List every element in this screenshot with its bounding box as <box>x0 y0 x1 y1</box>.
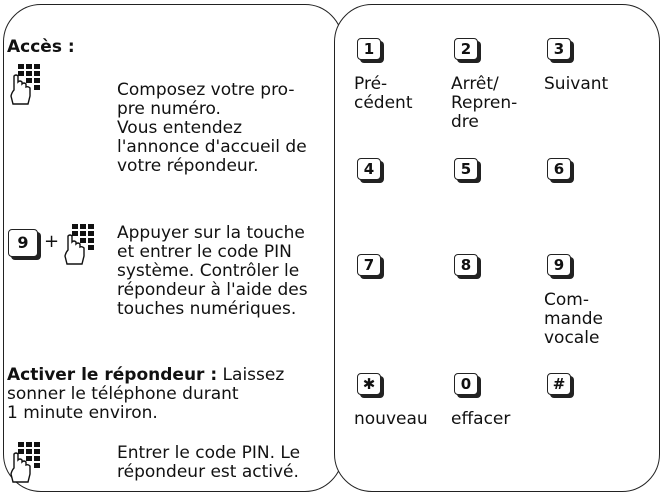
hand-keypad-icon <box>8 440 44 484</box>
keypad-key-12: # <box>547 373 571 395</box>
step-enter-pin-activate: Entrer le code PIN. Le répondeur est activé. <box>117 443 301 482</box>
activate-heading: Activer le répondeur : <box>7 365 218 385</box>
activate-text: Laissez sonner le téléphone durant 1 minute environ. <box>7 365 285 423</box>
keypad-key-label: effacer <box>451 409 511 429</box>
hand-keypad-icon <box>62 222 98 266</box>
keypad-key-5: 5 <box>454 158 478 180</box>
access-heading: Accès : <box>7 37 75 57</box>
keypad-key-label: Suivant <box>544 74 609 94</box>
keypad-key-6: 6 <box>547 158 571 180</box>
plus-sign: + <box>44 231 60 252</box>
keypad-key-3: 3 <box>547 38 571 60</box>
keypad-key-9: 9 <box>547 254 571 276</box>
step-enter-system-pin: Appuyer sur la touche et entrer le code PIN système. Contrôler le répondeur à l'aide des touches numériques. <box>117 223 308 319</box>
keypad-key-label: Arrêt/ Repren- dre <box>451 74 518 132</box>
keypad-key-label: Com- mande vocale <box>544 290 604 348</box>
keypad-key-4: 4 <box>357 158 381 180</box>
keypad-key-1: 1 <box>357 38 381 60</box>
keypad-key-2: 2 <box>454 38 478 60</box>
step-dial-own-number: Composez votre pro- pre numéro. Vous entendez l'annonce d'accueil de votre répondeur. <box>117 80 307 176</box>
activate-paragraph <box>7 366 284 423</box>
keypad-key-10: ✱ <box>357 373 381 395</box>
hand-keypad-icon <box>8 62 44 106</box>
keypad-key-8: 8 <box>454 254 478 276</box>
keypad-key-label: Pré- cédent <box>354 74 413 113</box>
keypad-key-11: 0 <box>454 373 478 395</box>
key-9-button: 9 <box>8 229 38 257</box>
keypad-key-7: 7 <box>357 254 381 276</box>
keypad-key-label: nouveau <box>354 409 428 429</box>
